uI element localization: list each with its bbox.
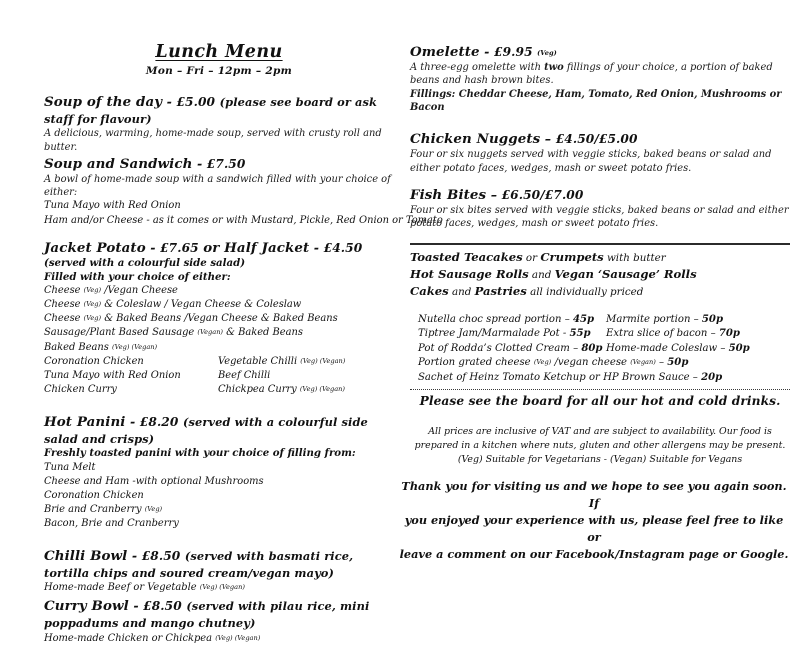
text-line: (Veg) Suitable for Vegetarians - (Vegan) Suitable for Vegans: [457, 453, 743, 465]
menu-option: Home-made Coleslaw – 50p: [606, 342, 750, 354]
menu-option: Cheese (Veg) & Coleslaw / Vegan Cheese & Coleslaw: [44, 299, 302, 311]
diet-tag: (Veg) (Vegan): [300, 356, 346, 365]
item-name: Hot Panini: [44, 413, 126, 430]
item-price: £8.20: [139, 414, 179, 429]
fillings-value: Cheddar Cheese, Ham, Tomato, Red Onion, Mushrooms or Bacon: [410, 88, 782, 113]
item-price: £6.50/£7.00: [501, 187, 584, 202]
menu-option: Chicken Curry: [44, 383, 117, 395]
item-note: (served with basmati rice, tortilla chips and soured cream/vegan mayo): [44, 548, 354, 581]
menu-option: Portion grated cheese (Veg) /vegan cheese (Vegan) – 50p: [418, 357, 689, 369]
menu-option: Cheese and Ham -with optional Mushrooms: [44, 475, 264, 487]
menu-option: Ham and/or Cheese - as it comes or with Mustard, Pickle, Red Onion or Tomato: [44, 214, 443, 226]
menu-option-row: [44, 355, 394, 369]
item-heading: [410, 187, 790, 204]
item-dash: -: [484, 44, 490, 59]
item-dash: -: [131, 547, 138, 563]
extras-row: [410, 313, 790, 328]
menu-option: Tuna Mayo with Red Onion: [44, 369, 181, 381]
item-filled-heading: Filled with your choice of either:: [44, 270, 231, 283]
menu-option: Cheese (Veg) /Vegan Cheese: [44, 285, 178, 297]
menu-item-soup-of-the-day: [44, 94, 394, 154]
item-note: (served with pilau rice, mini poppadums and mango chutney): [44, 599, 370, 631]
item-heading: [44, 94, 394, 127]
item-dash: -: [166, 94, 172, 109]
menu-item-chicken-nuggets: [410, 131, 790, 175]
item-dash-alt: -: [313, 239, 320, 255]
item-name-alt: or Half Jacket: [203, 239, 310, 256]
text-line: you enjoyed your experience with us, please feel free to like or: [404, 512, 784, 544]
extras-row: [410, 371, 790, 386]
extras-price-list: [410, 313, 790, 386]
item-price: £7.65: [160, 240, 199, 255]
bakery-list: [410, 249, 790, 301]
menu-option: Marmite portion – 50p: [606, 313, 724, 325]
menu-option: Baked Beans (Veg) (Vegan): [44, 341, 158, 353]
diet-tag: (Veg) (Vegan): [299, 384, 345, 393]
item-heading: [44, 240, 394, 257]
item-description: A delicious, warming, home-made soup, served with crusty roll and butter.: [44, 128, 382, 153]
veg-tag: (Veg): [537, 49, 557, 57]
menu-item-soup-and-sandwich: [44, 155, 443, 228]
menu-option: Chickpea Curry (Veg) (Vegan): [218, 383, 345, 395]
thank-you-note: [398, 478, 790, 563]
menu-option: Beef Chilli: [218, 369, 271, 381]
menu-option: Coronation Chicken: [44, 489, 144, 501]
soup-sandwich-options: [44, 199, 443, 227]
menu-option: Toasted Teacakes or Crumpets with butter: [410, 249, 666, 264]
item-price: £8.50: [143, 599, 182, 614]
item-served-note: (served with a colourful side salad): [44, 256, 246, 269]
menu-option: Cakes and Pastries all individually priced: [410, 284, 644, 299]
menu-item-chilli-bowl: [44, 548, 394, 595]
diet-tag: (Veg): [83, 286, 102, 295]
item-name: Soup of the day: [44, 94, 163, 110]
omelette-fillings: [410, 88, 790, 115]
menu-option: Sachet of Heinz Tomato Ketchup or HP Brown Sauce – 20p: [418, 371, 723, 383]
item-name: Soup and Sandwich: [44, 155, 193, 172]
diet-tag: (Vegan): [197, 328, 224, 337]
menu-item-hot-panini: [44, 414, 394, 531]
legal-notice: [410, 425, 790, 466]
item-heading: [44, 414, 394, 447]
menu-option: Nutella choc spread portion – 45p: [418, 313, 595, 325]
item-note: (please see board or ask staff for flavour): [44, 95, 377, 127]
text-line: Thank you for visiting us and we hope to see you again soon. If: [401, 479, 787, 510]
menu-item-fish-bites: [410, 187, 790, 231]
diet-tag: (Veg) (Vegan): [215, 633, 261, 642]
menu-option: Brie and Cranberry (Veg): [44, 503, 163, 515]
item-dash: -: [129, 413, 136, 429]
menu-option: Pot of Rodda’s Clotted Cream – 80p: [418, 342, 603, 354]
jacket-fillings-grid: [44, 355, 394, 397]
diet-tag: (Vegan): [630, 358, 656, 367]
item-description: A bowl of home-made soup with a sandwich filled with your choice of either:: [44, 173, 391, 199]
item-name: Jacket Potato: [44, 239, 146, 256]
diet-tag: (Veg): [144, 504, 163, 513]
diet-tag: (Veg): [83, 314, 102, 323]
menu-option: Bacon, Brie and Cranberry: [44, 517, 179, 529]
emphasis: two: [544, 62, 564, 74]
item-dash: –: [490, 186, 498, 202]
item-dash: -: [196, 155, 203, 171]
item-heading: [410, 44, 790, 61]
menu-option: Sausage/Plant Based Sausage (Vegan) & Baked Beans: [44, 327, 303, 339]
menu-option: Vegetable Chilli (Veg) (Vegan): [218, 355, 346, 367]
extras-row: [410, 342, 790, 357]
chilli-bowl-options: [44, 581, 394, 595]
item-heading: [410, 131, 790, 148]
menu-option-row: [44, 383, 394, 397]
extras-row: [410, 327, 790, 342]
item-price: £7.50: [206, 156, 246, 171]
menu-option: Home-made Chicken or Chickpea (Veg) (Vegan): [44, 632, 261, 644]
item-heading: [44, 598, 394, 631]
item-heading: [44, 548, 394, 581]
item-price: £8.50: [141, 548, 181, 563]
menu-option: Extra slice of bacon – 70p: [606, 328, 740, 340]
drinks-banner: Please see the board for all our hot and cold drinks.: [419, 394, 781, 409]
diet-tag: (Veg) (Vegan): [112, 342, 158, 351]
text-line: prepared in a kitchen where nuts, gluten and other allergens may be present.: [414, 440, 786, 452]
item-sub-heading: Freshly toasted panini with your choice of filling from:: [44, 446, 356, 459]
item-description: A three-egg omelette with two fillings of your choice, a portion of baked beans and hash brown bites.: [410, 62, 773, 87]
item-description: Four or six bites served with veggie sticks, baked beans or salad and either potato faces, wedges, mash or sweet potato fries.: [410, 205, 789, 230]
menu-option-row: [44, 369, 394, 383]
curry-bowl-options: [44, 632, 394, 646]
menu-option: Coronation Chicken: [44, 355, 144, 367]
item-heading: [44, 156, 394, 173]
menu-item-curry-bowl: [44, 598, 394, 645]
item-name: Chicken Nuggets: [410, 131, 541, 148]
menu-item-jacket-potato: [44, 240, 394, 397]
item-price-alt: £4.50: [323, 240, 363, 255]
item-dash: –: [544, 131, 552, 147]
item-name: Chilli Bowl: [44, 547, 128, 564]
item-price: £4.50/£5.00: [555, 132, 638, 147]
item-description: Four or six nuggets served with veggie sticks, baked beans or salad and either potato faces, wedges, mash or sweet potato fries.: [410, 149, 772, 174]
diet-tag: (Veg): [533, 358, 552, 367]
item-price: £9.95: [493, 45, 533, 59]
extras-row: [410, 356, 790, 371]
item-name: Fish Bites: [410, 186, 487, 203]
item-name: Curry Bowl: [44, 598, 129, 615]
menu-subtitle: Mon – Fri – 12pm – 2pm: [145, 65, 293, 77]
item-dash: -: [133, 598, 139, 614]
menu-option: Home-made Beef or Vegetable (Veg) (Vegan): [44, 582, 245, 594]
item-name: Omelette: [410, 44, 480, 60]
menu-option: Cheese (Veg) & Baked Beans /Vegan Cheese & Baked Beans: [44, 313, 338, 325]
text-line: leave a comment on our Facebook/Instagram page or Google.: [399, 546, 789, 561]
menu-option: Tuna Melt: [44, 461, 96, 473]
menu-item-omelette: [410, 44, 790, 114]
jacket-fillings-single: [44, 284, 394, 354]
menu-option: Tiptree Jam/Marmalade Pot - 55p: [418, 328, 591, 340]
menu-option: Tuna Mayo with Red Onion: [44, 200, 181, 212]
menu-option: Hot Sausage Rolls and Vegan ‘Sausage’ Rolls: [410, 267, 697, 282]
fillings-label: Fillings:: [410, 88, 456, 100]
diet-tag: (Veg): [83, 300, 102, 309]
right-column: [410, 44, 790, 467]
panini-fillings: [44, 461, 394, 531]
menu-title: Lunch Menu: [155, 42, 283, 62]
item-price: £5.00: [176, 95, 216, 109]
item-dash: -: [150, 239, 156, 255]
text-line: All prices are inclusive of VAT and are subject to availability. Our food is: [428, 426, 772, 438]
diet-tag: (Veg) (Vegan): [199, 583, 245, 592]
item-note: (served with a colourful side salad and crisps): [44, 414, 368, 446]
